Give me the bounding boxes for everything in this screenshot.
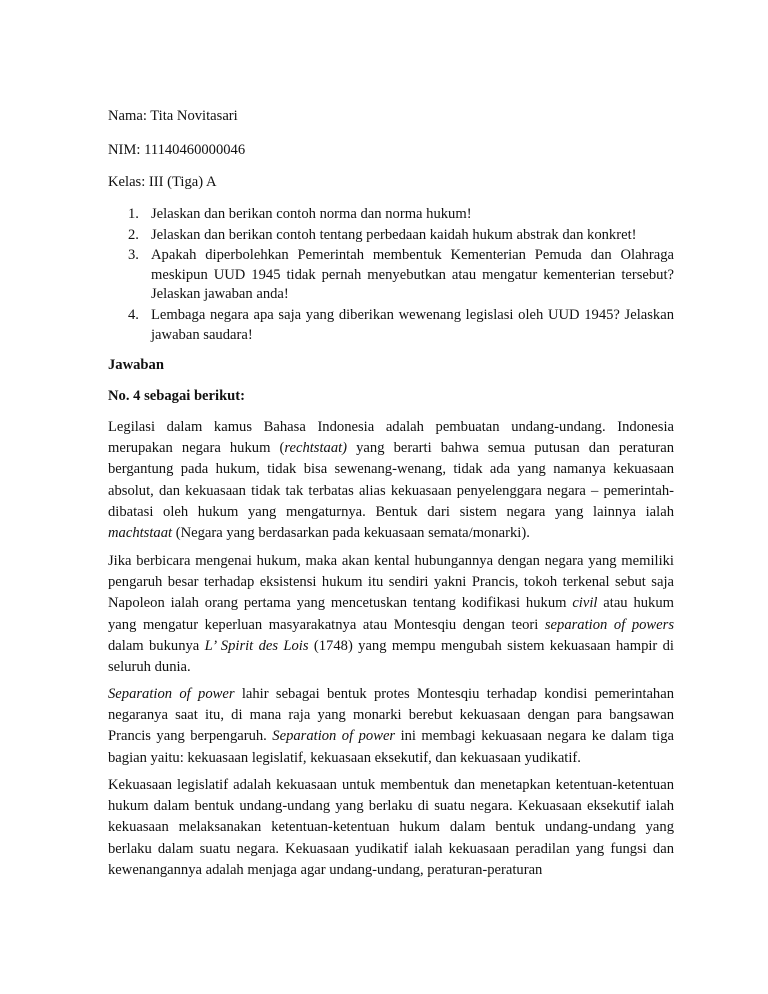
text-run: (Negara yang berdasarkan pada kekuasaan semata/monarki). bbox=[172, 525, 530, 542]
question-number: 4. bbox=[128, 306, 139, 323]
student-name: Nama: Tita Novitasari bbox=[108, 108, 238, 124]
text-run-italic: Separation of power bbox=[108, 686, 235, 702]
text-run-italic: machtstaat bbox=[108, 525, 173, 542]
text-run: ini membagi kekuasaan negara ke dalam tiga bagian yaitu: kekuasaan legislatif, kekuasaan eksekutif, dan kekuasaan yudikatif. bbox=[108, 728, 675, 766]
text-run: yang berarti bahwa semua putusan dan peraturan bergantung pada hukum, tidak bisa sewenang-wenang, tidak ada yang namanya kekuasaan absolut, dan kekuasaan tidak tak terbatas alias kekuasaan penyelenggara negara – pemerintah- dibatasi oleh hukum yang mengaturnya. Bentuk dari sistem negara yang lainnya ialah bbox=[108, 440, 674, 520]
text-run-italic: L’ Spirit des Lois bbox=[204, 637, 309, 654]
text-run-italic: civil bbox=[572, 595, 598, 612]
answer-paragraph-3 bbox=[108, 684, 674, 769]
question-item bbox=[108, 246, 674, 305]
question-item bbox=[108, 226, 674, 246]
question-text: Jelaskan dan berikan contoh tentang perbedaan kaidah hukum abstrak dan konkret! bbox=[151, 226, 637, 243]
question-text: Apakah diperbolehkan Pemerintah membentuk Kementerian Pemuda dan Olahraga meskipun UUD 1945 tidak pernah menyebutkan atau mengatur kementerian tersebut? Jelaskan jawaban anda! bbox=[151, 247, 674, 303]
text-run: atau hukum yang mengatur keperluan masyarakatnya atau Montesqiu dengan teori bbox=[108, 595, 674, 633]
text-run: Legilasi dalam kamus Bahasa Indonesia adalah pembuatan undang-undang. Indonesia merupakan negara hukum ( bbox=[108, 419, 674, 457]
answer-heading: Jawaban bbox=[108, 357, 164, 373]
question-text: Lembaga negara apa saja yang diberikan wewenang legislasi oleh UUD 1945? Jelaskan jawaban saudara! bbox=[151, 306, 674, 343]
answer-paragraph-1 bbox=[108, 417, 674, 544]
question-item bbox=[108, 306, 674, 345]
question-text: Jelaskan dan berikan contoh norma dan norma hukum! bbox=[151, 206, 472, 222]
student-nim: NIM: 11140460000046 bbox=[108, 142, 246, 158]
question-item bbox=[108, 205, 674, 225]
student-class: Kelas: III (Tiga) A bbox=[108, 174, 217, 190]
text-run: lahir sebagai bentuk protes Montesqiu terhadap kondisi pemerintahan negaranya saat itu, di mana raja yang monarki berebut kekuasaan dengan para bangsawan Prancis yang berpengaruh. bbox=[108, 686, 674, 745]
answer-subheading: No. 4 sebagai berikut: bbox=[108, 388, 246, 404]
question-number: 2. bbox=[128, 226, 139, 243]
text-run: dalam bukunya bbox=[108, 637, 205, 654]
question-list bbox=[108, 205, 674, 346]
question-number: 1. bbox=[128, 206, 139, 222]
text-run: Jika berbicara mengenai hukum, maka akan kental hubungannya dengan negara yang memiliki pengaruh besar terhadap eksistensi hukum itu sendiri yakni Prancis, tokoh terkenal sebut saja Napoleon ialah orang pertama yang mencetuskan tentang kodifikasi hukum bbox=[108, 553, 674, 612]
question-number: 3. bbox=[128, 247, 139, 264]
answer-paragraph-2 bbox=[108, 551, 674, 678]
text-run-italic: separation of powers bbox=[544, 616, 674, 633]
answer-paragraph-4: Kekuasaan legislatif adalah kekuasaan untuk membentuk dan menetapkan ketentuan-ketentuan hukum dalam bentuk undang-undang yang berlaku di suatu negara. Kekuasaan eksekutif ialah kekuasaan melaksanakan ketentuan-ketentuan hukum dalam bentuk undang-undang yang berlaku dalam suatu negara. Kekuasaan yudikatif ialah kekuasaan peradilan yang fungsi dan kewenangannya adalah menjaga agar undang-undang, peraturan-peraturan bbox=[108, 777, 674, 878]
text-run: (1748) yang mempu mengubah sistem kekuasaan hampir di seluruh dunia. bbox=[108, 637, 674, 676]
text-run-italic: Separation of power bbox=[272, 728, 396, 745]
text-run-italic: rechtstaat) bbox=[284, 440, 348, 457]
